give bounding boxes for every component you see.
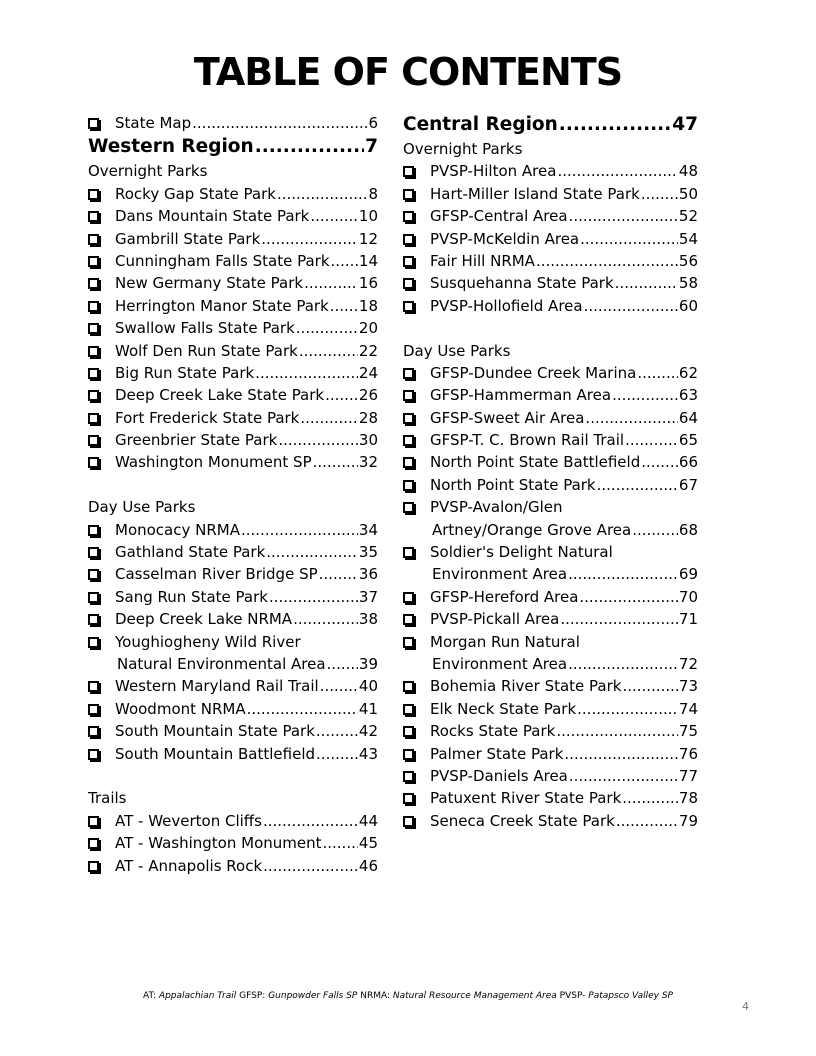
toc-entry[interactable] bbox=[403, 743, 698, 765]
toc-entry-continued bbox=[403, 653, 698, 675]
entry-label: PVSP-McKeldin Area bbox=[430, 229, 580, 248]
toc-entry[interactable] bbox=[403, 675, 698, 697]
entry-page: 69 bbox=[678, 565, 698, 584]
entry-page: 76 bbox=[678, 744, 698, 763]
checkbox-icon[interactable] bbox=[88, 301, 99, 312]
dot-leader bbox=[322, 832, 357, 854]
toc-entry[interactable] bbox=[403, 183, 698, 205]
dot-leader bbox=[320, 675, 358, 697]
entry-label: Cunningham Falls State Park bbox=[115, 251, 330, 270]
entry-page: 28 bbox=[358, 408, 378, 427]
checkbox-icon[interactable] bbox=[88, 704, 99, 715]
entry-label: Woodmont NRMA bbox=[115, 699, 246, 718]
entry-label: Deep Creek Lake NRMA bbox=[115, 610, 293, 629]
entry-page: 75 bbox=[678, 722, 698, 741]
entry-page: 22 bbox=[358, 341, 378, 360]
entry-page: 12 bbox=[358, 229, 378, 248]
checkbox-icon[interactable] bbox=[403, 413, 414, 424]
entry-label: North Point State Park bbox=[430, 475, 596, 494]
toc-entry[interactable] bbox=[88, 272, 378, 294]
entry-page: 7 bbox=[365, 136, 378, 158]
dot-leader bbox=[327, 653, 358, 675]
checkbox-icon[interactable] bbox=[88, 816, 99, 827]
toc-entry[interactable] bbox=[88, 675, 378, 697]
checkbox-icon[interactable] bbox=[88, 323, 99, 334]
dot-leader bbox=[300, 407, 358, 429]
entry-page: 45 bbox=[358, 834, 378, 853]
dot-leader bbox=[632, 519, 678, 541]
toc-entry[interactable] bbox=[88, 832, 378, 854]
checkbox-icon[interactable] bbox=[403, 234, 414, 245]
entry-label: Herrington Manor State Park bbox=[115, 296, 329, 315]
checkbox-icon[interactable] bbox=[88, 234, 99, 245]
entry-label: Swallow Falls State Park bbox=[115, 319, 295, 338]
toc-entry[interactable] bbox=[88, 112, 378, 134]
entry-label: Monocacy NRMA bbox=[115, 520, 240, 539]
checkbox-icon[interactable] bbox=[88, 681, 99, 692]
entry-page: 46 bbox=[358, 856, 378, 875]
entry-page: 48 bbox=[678, 162, 698, 181]
dot-leader bbox=[316, 743, 358, 765]
entry-page: 20 bbox=[358, 319, 378, 338]
section-heading: Overnight Parks bbox=[403, 140, 523, 158]
dot-leader bbox=[625, 429, 678, 451]
entry-page: 43 bbox=[358, 744, 378, 763]
right-column bbox=[403, 112, 698, 832]
dot-leader bbox=[584, 295, 678, 317]
entry-page: 60 bbox=[678, 296, 698, 315]
toc-entry[interactable] bbox=[403, 205, 698, 227]
toc-entry[interactable] bbox=[88, 340, 378, 362]
dot-leader bbox=[637, 362, 678, 384]
checkbox-icon[interactable] bbox=[88, 368, 99, 379]
footnote-pvsp-full: Patapsco Valley SP bbox=[588, 991, 673, 1001]
dot-leader bbox=[255, 362, 358, 384]
entry-page: 6 bbox=[368, 114, 378, 132]
toc-entry[interactable] bbox=[403, 295, 698, 317]
entry-page: 14 bbox=[358, 251, 378, 270]
entry-page: 30 bbox=[358, 431, 378, 450]
dot-leader bbox=[579, 586, 678, 608]
entry-label: Hart-Miller Island State Park bbox=[430, 184, 640, 203]
checkbox-icon[interactable] bbox=[403, 637, 414, 648]
entry-page: 54 bbox=[678, 229, 698, 248]
toc-entry[interactable] bbox=[403, 810, 698, 832]
dot-leader bbox=[568, 653, 678, 675]
dot-leader bbox=[331, 250, 358, 272]
entry-page: 38 bbox=[358, 610, 378, 629]
dot-leader bbox=[293, 608, 358, 630]
dot-leader bbox=[564, 743, 678, 765]
entry-label: Central Region bbox=[403, 114, 558, 135]
dot-leader bbox=[319, 563, 358, 585]
entry-page: 78 bbox=[678, 789, 698, 808]
checkbox-icon[interactable] bbox=[403, 166, 414, 177]
checkbox-icon[interactable] bbox=[403, 189, 414, 200]
entry-label: PVSP-Hilton Area bbox=[430, 162, 557, 181]
checkbox-icon[interactable] bbox=[403, 793, 414, 804]
checkbox-icon[interactable] bbox=[88, 861, 99, 872]
entry-label: Gambrill State Park bbox=[115, 229, 261, 248]
toc-entry[interactable] bbox=[88, 205, 378, 227]
entry-label: GFSP-Central Area bbox=[430, 207, 568, 226]
checkbox-icon[interactable] bbox=[88, 390, 99, 401]
checkbox-icon[interactable] bbox=[403, 592, 414, 603]
footnote-nrma-abbr: NRMA: bbox=[360, 991, 391, 1001]
checkbox-icon[interactable] bbox=[88, 435, 99, 446]
checkbox-icon[interactable] bbox=[403, 771, 414, 782]
entry-label-line1: Soldier's Delight Natural bbox=[430, 543, 613, 562]
checkbox-icon[interactable] bbox=[88, 749, 99, 760]
entry-page: 58 bbox=[678, 274, 698, 293]
checkbox-icon[interactable] bbox=[403, 614, 414, 625]
entry-label: GFSP-T. C. Brown Rail Trail bbox=[430, 431, 625, 450]
entry-page: 18 bbox=[358, 296, 378, 315]
checkbox-icon[interactable] bbox=[88, 838, 99, 849]
dot-leader bbox=[263, 855, 358, 877]
entry-page: 50 bbox=[678, 184, 698, 203]
entry-label-line2: Artney/Orange Grove Area bbox=[432, 520, 632, 539]
dot-leader bbox=[277, 183, 367, 205]
toc-entry-continued bbox=[403, 563, 698, 585]
toc-entry[interactable] bbox=[88, 810, 378, 832]
dot-leader bbox=[615, 272, 678, 294]
entry-page: 40 bbox=[358, 677, 378, 696]
entry-page: 36 bbox=[358, 565, 378, 584]
toc-entry[interactable] bbox=[88, 362, 378, 384]
checkbox-icon[interactable] bbox=[88, 525, 99, 536]
dot-leader bbox=[580, 228, 678, 250]
checkbox-icon[interactable] bbox=[88, 457, 99, 468]
entry-page: 66 bbox=[678, 453, 698, 472]
entry-label: Bohemia River State Park bbox=[430, 677, 622, 696]
entry-label-line2: Environment Area bbox=[432, 654, 568, 673]
toc-entry[interactable] bbox=[403, 496, 698, 518]
entry-label: Rocky Gap State Park bbox=[115, 184, 276, 203]
entry-label: Western Maryland Rail Trail bbox=[115, 677, 319, 696]
toc-entry[interactable] bbox=[403, 586, 698, 608]
entry-label-line1: Morgan Run Natural bbox=[430, 632, 580, 651]
entry-label: South Mountain State Park bbox=[115, 722, 315, 741]
checkbox-icon[interactable] bbox=[403, 368, 414, 379]
entry-label: GFSP-Hereford Area bbox=[430, 587, 579, 606]
checkbox-icon[interactable] bbox=[88, 278, 99, 289]
dot-leader bbox=[557, 160, 677, 182]
toc-entry[interactable] bbox=[88, 631, 378, 653]
toc-entry[interactable] bbox=[403, 362, 698, 384]
toc-entry[interactable] bbox=[403, 765, 698, 787]
dot-leader bbox=[577, 698, 678, 720]
entry-label: Elk Neck State Park bbox=[430, 699, 577, 718]
toc-entry[interactable] bbox=[88, 384, 378, 406]
checkbox-icon[interactable] bbox=[88, 592, 99, 603]
checkbox-icon[interactable] bbox=[403, 457, 414, 468]
checkbox-icon[interactable] bbox=[403, 502, 414, 513]
dot-leader bbox=[263, 810, 358, 832]
dot-leader bbox=[330, 295, 358, 317]
checkbox-icon[interactable] bbox=[88, 346, 99, 357]
toc-entry-continued bbox=[88, 653, 378, 675]
dot-leader bbox=[192, 112, 367, 134]
entry-page: 8 bbox=[368, 184, 378, 203]
entry-label: PVSP-Daniels Area bbox=[430, 766, 568, 785]
dot-leader bbox=[310, 205, 358, 227]
toc-entry[interactable] bbox=[403, 787, 698, 809]
toc-entry[interactable] bbox=[88, 743, 378, 765]
toc-entry[interactable] bbox=[403, 407, 698, 429]
dot-leader bbox=[616, 810, 678, 832]
dot-leader bbox=[560, 608, 678, 630]
toc-entry[interactable] bbox=[403, 384, 698, 406]
entry-label: GFSP-Dundee Creek Marina bbox=[430, 363, 637, 382]
left-column bbox=[88, 112, 378, 877]
entry-label-line2: Environment Area bbox=[432, 565, 568, 584]
toc-entry[interactable] bbox=[88, 429, 378, 451]
entry-label: GFSP-Hammerman Area bbox=[430, 386, 612, 405]
entry-page: 68 bbox=[678, 520, 698, 539]
entry-page: 42 bbox=[358, 722, 378, 741]
checkbox-icon[interactable] bbox=[403, 256, 414, 267]
toc-entry[interactable] bbox=[88, 563, 378, 585]
dot-leader bbox=[559, 112, 671, 138]
dot-leader bbox=[296, 317, 358, 339]
toc-entry[interactable] bbox=[403, 451, 698, 473]
entry-page: 39 bbox=[358, 654, 378, 673]
checkbox-icon[interactable] bbox=[403, 704, 414, 715]
toc-entry[interactable] bbox=[403, 698, 698, 720]
entry-label: Gathland State Park bbox=[115, 543, 266, 562]
section-heading: Day Use Parks bbox=[88, 498, 196, 517]
toc-entry[interactable] bbox=[403, 720, 698, 742]
entry-page: 44 bbox=[358, 811, 378, 830]
toc-entry[interactable] bbox=[88, 698, 378, 720]
entry-label: Big Run State Park bbox=[115, 363, 255, 382]
dot-leader bbox=[278, 429, 358, 451]
entry-label: Casselman River Bridge SP bbox=[115, 565, 318, 584]
entry-page: 70 bbox=[678, 587, 698, 606]
entry-label: Patuxent River State Park bbox=[430, 789, 622, 808]
entry-page: 71 bbox=[678, 610, 698, 629]
toc-entry[interactable] bbox=[88, 519, 378, 541]
entry-label: AT - Washington Monument bbox=[115, 834, 322, 853]
checkbox-icon[interactable] bbox=[403, 278, 414, 289]
entry-page: 79 bbox=[678, 811, 698, 830]
checkbox-icon[interactable] bbox=[88, 189, 99, 200]
entry-label: Western Region bbox=[88, 136, 254, 158]
checkbox-icon[interactable] bbox=[403, 681, 414, 692]
toc-entry[interactable] bbox=[88, 295, 378, 317]
spacer bbox=[88, 474, 378, 496]
entry-label: South Mountain Battlefield bbox=[115, 744, 316, 763]
entry-label: Fair Hill NRMA bbox=[430, 251, 535, 270]
entry-page: 65 bbox=[678, 431, 698, 450]
section-heading: Day Use Parks bbox=[403, 341, 511, 360]
toc-entry[interactable] bbox=[403, 608, 698, 630]
entry-label: New Germany State Park bbox=[115, 274, 304, 293]
entry-page: 74 bbox=[678, 699, 698, 718]
dot-leader bbox=[597, 474, 678, 496]
entry-page: 16 bbox=[358, 274, 378, 293]
entry-label: Wolf Den Run State Park bbox=[115, 341, 298, 360]
entry-label: AT - Annapolis Rock bbox=[115, 856, 263, 875]
footnote-pvsp-abbr: PVSP- bbox=[559, 991, 586, 1001]
entry-page: 26 bbox=[358, 386, 378, 405]
page-title: TABLE OF CONTENTS bbox=[193, 50, 623, 94]
entry-label: North Point State Battlefield bbox=[430, 453, 641, 472]
entry-label: Rocks State Park bbox=[430, 722, 556, 741]
checkbox-icon[interactable] bbox=[403, 726, 414, 737]
checkbox-icon[interactable] bbox=[88, 256, 99, 267]
checkbox-icon[interactable] bbox=[403, 211, 414, 222]
entry-label: Deep Creek Lake State Park bbox=[115, 386, 325, 405]
spacer bbox=[403, 317, 698, 339]
toc-entry[interactable] bbox=[88, 183, 378, 205]
dot-leader bbox=[622, 675, 677, 697]
checkbox-icon[interactable] bbox=[403, 547, 414, 558]
entry-label: Seneca Creek State Park bbox=[430, 811, 615, 830]
entry-label: Susquehanna State Park bbox=[430, 274, 614, 293]
dot-leader bbox=[241, 519, 358, 541]
dot-leader bbox=[585, 407, 677, 429]
checkbox-icon[interactable] bbox=[403, 435, 414, 446]
entry-page: 72 bbox=[678, 654, 698, 673]
checkbox-icon[interactable] bbox=[88, 211, 99, 222]
toc-entry[interactable] bbox=[88, 451, 378, 473]
entry-page: 77 bbox=[678, 766, 698, 785]
toc-entry[interactable] bbox=[403, 429, 698, 451]
entry-page: 64 bbox=[678, 408, 698, 427]
toc-entry[interactable] bbox=[403, 228, 698, 250]
entry-label: Washington Monument SP bbox=[115, 453, 312, 472]
checkbox-icon[interactable] bbox=[88, 726, 99, 737]
entry-page: 63 bbox=[678, 386, 698, 405]
dot-leader bbox=[299, 340, 358, 362]
entry-label: Fort Frederick State Park bbox=[115, 408, 300, 427]
footnote-gfsp-full: Gunpowder Falls SP bbox=[268, 991, 358, 1001]
entry-page: 37 bbox=[358, 587, 378, 606]
footnote-nrma-full: Natural Resource Management Area bbox=[392, 991, 557, 1001]
dot-leader bbox=[313, 451, 358, 473]
toc-entry[interactable] bbox=[88, 541, 378, 563]
dot-leader bbox=[325, 384, 358, 406]
page-number: 4 bbox=[742, 1000, 749, 1013]
footnote-at-abbr: AT: bbox=[143, 991, 157, 1001]
entry-label: Sang Run State Park bbox=[115, 587, 268, 606]
checkbox-icon[interactable] bbox=[88, 569, 99, 580]
section-heading: Overnight Parks bbox=[88, 162, 208, 181]
entry-page: 34 bbox=[358, 520, 378, 539]
toc-entry[interactable] bbox=[88, 720, 378, 742]
entry-label: Dans Mountain State Park bbox=[115, 207, 310, 226]
dot-leader bbox=[536, 250, 678, 272]
abbreviation-footnote bbox=[0, 991, 816, 1001]
toc-entry[interactable] bbox=[88, 250, 378, 272]
dot-leader bbox=[255, 134, 364, 160]
dot-leader bbox=[569, 205, 678, 227]
entry-label-line2: Natural Environmental Area bbox=[117, 654, 326, 673]
toc-entry-continued bbox=[403, 519, 698, 541]
entry-label: State Map bbox=[115, 114, 192, 132]
checkbox-icon[interactable] bbox=[403, 480, 414, 491]
entry-label: AT - Weverton Cliffs bbox=[115, 811, 262, 830]
checkbox-icon[interactable] bbox=[88, 547, 99, 558]
dot-leader bbox=[612, 384, 678, 406]
dot-leader bbox=[261, 228, 358, 250]
entry-label: Greenbrier State Park bbox=[115, 431, 278, 450]
entry-label-line1: PVSP-Avalon/Glen bbox=[430, 498, 563, 517]
toc-entry[interactable] bbox=[88, 134, 378, 160]
entry-page: 35 bbox=[358, 543, 378, 562]
checkbox-icon[interactable] bbox=[403, 749, 414, 760]
dot-leader bbox=[247, 698, 358, 720]
dot-leader bbox=[568, 563, 678, 585]
entry-page: 56 bbox=[678, 251, 698, 270]
dot-leader bbox=[569, 765, 678, 787]
entry-page: 62 bbox=[678, 363, 698, 382]
toc-entry[interactable] bbox=[403, 474, 698, 496]
dot-leader bbox=[641, 451, 678, 473]
entry-label: GFSP-Sweet Air Area bbox=[430, 408, 585, 427]
checkbox-icon[interactable] bbox=[403, 816, 414, 827]
toc-entry[interactable] bbox=[403, 272, 698, 294]
checkbox-icon[interactable] bbox=[88, 413, 99, 424]
toc-entry[interactable] bbox=[88, 317, 378, 339]
checkbox-icon[interactable] bbox=[88, 118, 99, 129]
toc-entry[interactable] bbox=[88, 608, 378, 630]
toc-entry[interactable] bbox=[403, 112, 698, 138]
dot-leader bbox=[316, 720, 358, 742]
toc-entry[interactable] bbox=[88, 407, 378, 429]
entry-label-line1: Youghiogheny Wild River bbox=[115, 632, 301, 651]
entry-page: 47 bbox=[672, 114, 698, 135]
checkbox-icon[interactable] bbox=[403, 390, 414, 401]
dot-leader bbox=[622, 787, 678, 809]
toc-entry[interactable] bbox=[403, 250, 698, 272]
footnote-at-full: Appalachian Trail bbox=[158, 991, 237, 1001]
entry-page: 67 bbox=[678, 475, 698, 494]
toc-entry[interactable] bbox=[403, 160, 698, 182]
entry-label: PVSP-Hollofield Area bbox=[430, 296, 583, 315]
entry-label: Palmer State Park bbox=[430, 744, 564, 763]
toc-entry[interactable] bbox=[403, 541, 698, 563]
toc-entry[interactable] bbox=[88, 586, 378, 608]
dot-leader bbox=[641, 183, 678, 205]
dot-leader bbox=[266, 541, 358, 563]
entry-page: 32 bbox=[358, 453, 378, 472]
entry-label: PVSP-Pickall Area bbox=[430, 610, 560, 629]
checkbox-icon[interactable] bbox=[88, 637, 99, 648]
entry-page: 41 bbox=[358, 699, 378, 718]
footnote-gfsp-abbr: GFSP: bbox=[239, 991, 266, 1001]
dot-leader bbox=[556, 720, 678, 742]
checkbox-icon[interactable] bbox=[403, 301, 414, 312]
entry-page: 52 bbox=[678, 207, 698, 226]
entry-page: 73 bbox=[678, 677, 698, 696]
entry-page: 24 bbox=[358, 363, 378, 382]
dot-leader bbox=[304, 272, 358, 294]
spacer bbox=[88, 765, 378, 787]
dot-leader bbox=[269, 586, 358, 608]
toc-entry[interactable] bbox=[88, 855, 378, 877]
checkbox-icon[interactable] bbox=[88, 614, 99, 625]
section-heading: Trails bbox=[88, 789, 127, 808]
entry-page: 10 bbox=[358, 207, 378, 226]
toc-entry[interactable] bbox=[403, 631, 698, 653]
toc-entry[interactable] bbox=[88, 228, 378, 250]
